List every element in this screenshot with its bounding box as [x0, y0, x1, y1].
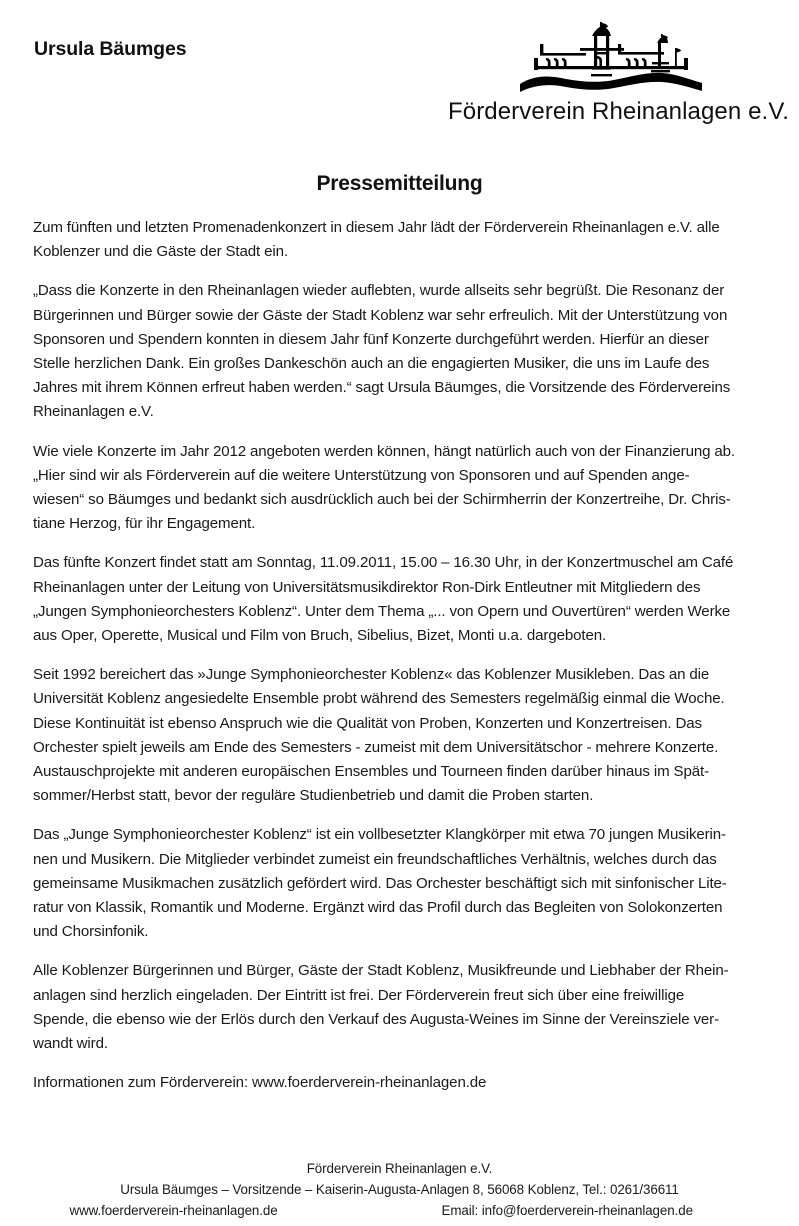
- paragraph: „Dass die Konzerte in den Rheinanlagen wieder auflebten, wurde allseits sehr begrüßt. Die Resonanz der Bürgerinnen und Bürger sowie der Gäste der Stadt Koblenz war sehr erfreulich. Mit der Unterstützung von Sponsoren und Spendern konnten in diesem Jahr fünf Konzerte durchgeführt werden. Hierfür an dieser Stelle herzlichen Dank. Ein großes Dankeschön auch an die engagierten Musiker, die uns im Laufe des Jahres mit ihrem Können erfreut haben werden.“ sagt Ursula Bäumges, die Vorsitzende des Fördervereins Rheinanlagen e.V.: [33, 282, 731, 421]
- paragraph: Seit 1992 bereichert das »Junge Symphonieorchester Koblenz« das Koblenzer Musikleben. Das an die Universität Koblenz angesiedelte Ensemble probt während des Semesters regelmäßig einmal die Woche. Diese Kontinuität ist ebenso Anspruch wie die Qualität von Proben, Konzerten und Konzertreisen. Das Orchester spielt jeweils am Ende des Semesters - zumeist mit dem Universitätschor - mehrere Konzerte. Austauschprojekte mit anderen europäischen Ensembles und Tourneen finden darüber hinaus im Spät-sommer/Herbst statt, bevor der reguläre Studienbetrieb und damit die Proben starten.: [33, 666, 725, 805]
- paragraph: Zum fünften und letzten Promenadenkonzert in diesem Jahr lädt der Förderverein Rheinanlagen e.V. alle Koblenzer und die Gäste der Stadt ein.: [33, 219, 720, 261]
- footer-address: Ursula Bäumges – Vorsitzende – Kaiserin-Augusta-Anlagen 8, 56068 Koblenz, Tel.: 0261/36611: [120, 1182, 679, 1197]
- paragraph: Das fünfte Konzert findet statt am Sonntag, 11.09.2011, 15.00 – 16.30 Uhr, in der Konzertmuschel am Café Rheinanlagen unter der Leitung von Universitätsmusikdirektor Ron-Dirk Entleutner mit Mitgliedern des „Jungen Symphonieorchesters Koblenz“. Unter dem Thema „... von Opern und Ouvertüren“ werden Werke aus Oper, Operette, Musical und Film von Bruch, Sibelius, Bizet, Monti u.a. dargeboten.: [33, 554, 734, 645]
- sender-name: Ursula Bäumges: [34, 38, 187, 60]
- paragraph: Das „Junge Symphonieorchester Koblenz“ ist ein vollbesetzter Klangkörper mit etwa 70 jungen Musikerin-nen und Musikern. Die Mitglieder verbindet zumeist ein freundschaftliches Verhältnis, welches durch das gemeinsame Musikmachen zusätzlich gefördert wird. Das Orchester beschäftigt sich mit sinfonischer Lite-ratur von Klassik, Romantik und Moderne. Ergänzt wird das Profil durch das Begleiten von Solokonzerten und Chorsinfonik.: [33, 826, 727, 941]
- paragraph: Alle Koblenzer Bürgerinnen und Bürger, Gäste der Stadt Koblenz, Musikfreunde und Liebhaber der Rhein-anlagen sind herzlich eingeladen. Der Eintritt ist frei. Der Förderverein freut sich über eine freiwillige Spende, die ebenso wie der Erlös durch den Verkauf des Augusta-Weines im Sinne der Vereinsziele ver-wandt wird.: [33, 962, 729, 1053]
- paragraph: Wie viele Konzerte im Jahr 2012 angeboten werden können, hängt natürlich auch von der Finanzierung ab. „Hier sind wir als Förderverein auf die weitere Unterstützung von Sponsoren und auf Spenden ange-wiesen“ so Bäumges und bedankt sich ausdrücklich auch bei der Schirmherrin der Konzertreihe, Dr. Chris-tiane Herzog, für ihr Engagement.: [33, 442, 735, 533]
- info-line: Informationen zum Förderverein: www.foerderverein-rheinanlagen.de: [33, 1074, 487, 1092]
- footer-email[interactable]: Email: info@foerderverein-rheinanlagen.de: [441, 1203, 693, 1218]
- page-title: Pressemitteilung: [316, 172, 483, 195]
- castle-logo: [518, 22, 704, 94]
- press-release-body: [33, 216, 739, 1096]
- footer-website[interactable]: www.foerderverein-rheinanlagen.de: [69, 1203, 278, 1218]
- footer-contact-row: [70, 1200, 730, 1221]
- letterhead: [0, 0, 799, 145]
- footer: [0, 1158, 799, 1221]
- footer-organization: Förderverein Rheinanlagen e.V.: [306, 1161, 493, 1176]
- organization-name: Förderverein Rheinanlagen e.V.: [447, 98, 789, 125]
